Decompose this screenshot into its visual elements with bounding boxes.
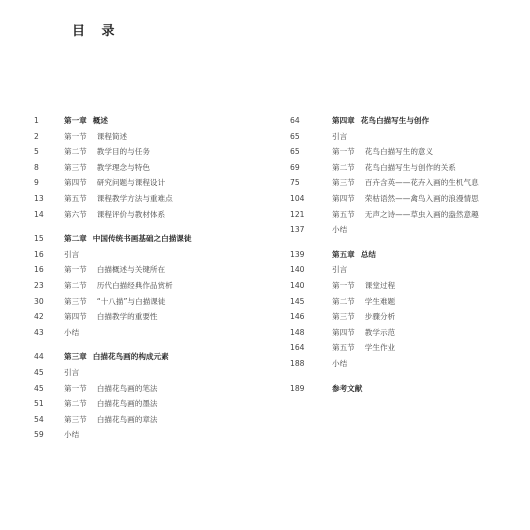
toc-page-number: 16 [34, 265, 44, 275]
toc-page-number: 148 [290, 327, 305, 337]
toc-entry-label: 引言 [64, 249, 80, 259]
toc-entry-label: 第二章 [64, 234, 87, 244]
toc-entry-title: 花鸟白描写生与创作 [360, 116, 430, 125]
toc-entry-label: 第一节 [64, 265, 87, 275]
toc-entry-label: 第四章 [332, 116, 355, 125]
toc-entry-title: 总结 [360, 249, 376, 259]
toc-page-number: 64 [290, 116, 300, 125]
toc-entry[interactable] [28, 144, 268, 160]
toc-entry-title: 白描概述与关键所在 [96, 265, 166, 275]
toc-entry[interactable] [282, 129, 522, 145]
toc-entry-title: 花鸟白描写生的意义 [364, 147, 434, 157]
toc-page-number: 140 [290, 280, 305, 290]
toc-entry-title: 研究问题与课程设计 [96, 178, 166, 188]
toc-entry-label: 第一节 [64, 131, 87, 141]
toc-entry-label: 第四节 [332, 193, 355, 203]
toc-page-number: 42 [34, 312, 44, 322]
toc-entry-label: 小结 [64, 327, 80, 337]
toc-entry-label: 第三章 [64, 352, 87, 362]
toc-page-number: 15 [34, 234, 44, 244]
toc-entry-title: 学生难题 [364, 296, 396, 306]
toc-entry-title: 荣枯语然——禽鸟入画的浪漫情思 [364, 193, 479, 203]
toc-entry-title: 中国传统书画基础之白描课徒 [92, 234, 192, 244]
toc-entry-label: 第三节 [64, 296, 87, 306]
toc-page-number: 59 [34, 430, 44, 440]
toc-page-number: 75 [290, 178, 300, 188]
toc-entry[interactable] [28, 262, 268, 278]
toc-page-number: 137 [290, 225, 305, 235]
toc-entry-label: 第六节 [64, 209, 87, 219]
toc-entry-label: 第一章 [64, 116, 87, 125]
toc-chapter-entry[interactable] [282, 381, 522, 397]
toc-entry[interactable] [28, 396, 268, 412]
toc-entry-title: 白描教学的重要性 [96, 312, 158, 322]
toc-page-number: 30 [34, 296, 44, 306]
toc-entry-label: 第五节 [332, 343, 355, 353]
toc-entry-title: 教学理念与特色 [96, 162, 150, 172]
toc-entry-label: 引言 [332, 265, 348, 275]
toc-entry-label: 参考文献 [332, 383, 363, 393]
toc-entry-title: 课程教学方法与重难点 [96, 193, 173, 203]
toc-entry-label: 第三节 [64, 414, 87, 424]
toc-entry-title: 课堂过程 [364, 280, 396, 290]
toc-entry-label: 第五章 [332, 249, 355, 259]
toc-page-number: 164 [290, 343, 305, 353]
toc-entry-label: 第二节 [64, 147, 87, 157]
toc-entry[interactable] [28, 325, 268, 341]
toc-entry-title: 无声之诗——草虫入画的盎然意趣 [364, 209, 479, 219]
toc-chapter-entry[interactable] [28, 231, 268, 247]
toc-page-number: 146 [290, 312, 305, 322]
toc-page-number: 14 [34, 209, 44, 219]
toc-entry-title: 概述 [92, 116, 108, 125]
toc-entry[interactable] [28, 247, 268, 263]
toc-entry[interactable] [282, 207, 522, 223]
toc-page-number: 23 [34, 280, 44, 290]
toc-entry-label: 第一节 [332, 147, 355, 157]
toc-entry-title: 百卉含英——花卉入画的生机气息 [364, 178, 479, 188]
toc-entry[interactable] [28, 365, 268, 381]
toc-entry-label: 第五节 [64, 193, 87, 203]
toc-entry-label: 第三节 [64, 162, 87, 172]
toc-entry-label: 引言 [64, 367, 80, 377]
toc-entry-label: 第四节 [332, 327, 355, 337]
toc-entry-title: 教学示范 [364, 327, 396, 337]
toc-entry-label: 第四节 [64, 178, 87, 188]
page-title: 目 录 [72, 24, 121, 39]
toc-entry-title: 步骤分析 [364, 312, 396, 322]
toc-entry-title: 课程评价与教材体系 [96, 209, 166, 219]
toc-page-number: 5 [34, 147, 39, 157]
toc-entry[interactable] [282, 294, 522, 310]
toc-page-number: 2 [34, 131, 39, 141]
toc-entry[interactable] [28, 160, 268, 176]
toc-entry[interactable] [28, 294, 268, 310]
toc-entry-label: 小结 [332, 358, 348, 368]
toc-chapter-entry[interactable] [28, 349, 268, 365]
toc-entry-title: 白描花鸟画的笔法 [96, 383, 158, 393]
toc-entry-title: 白描花鸟画的构成元素 [92, 352, 169, 362]
toc-page-number: 45 [34, 383, 44, 393]
toc-page-number: 121 [290, 209, 305, 219]
toc-left-column [28, 113, 268, 443]
toc-entry-label: 第五节 [332, 209, 355, 219]
toc-entry-title: 学生作业 [364, 343, 396, 353]
toc-entry[interactable] [282, 356, 522, 372]
toc-page-number: 43 [34, 327, 44, 337]
toc-page-number: 1 [34, 116, 39, 125]
toc-page-number: 45 [34, 367, 44, 377]
toc-entry-title: “十八描”与白描课徒 [96, 296, 166, 306]
toc-chapter-entry[interactable] [282, 247, 522, 263]
toc-page-number: 145 [290, 296, 305, 306]
toc-entry-title: 白描花鸟画的墨法 [96, 399, 158, 409]
toc-entry[interactable] [28, 207, 268, 223]
toc-entry[interactable] [282, 160, 522, 176]
toc-right-column [282, 113, 522, 396]
toc-chapter-entry[interactable] [282, 113, 522, 129]
toc-entry[interactable] [28, 381, 268, 397]
toc-entry-label: 第四节 [64, 312, 87, 322]
toc-entry[interactable] [282, 262, 522, 278]
toc-entry-title: 花鸟白描写生与创作的关系 [364, 162, 456, 172]
toc-page-number: 51 [34, 399, 44, 409]
toc-entry-label: 引言 [332, 131, 348, 141]
toc-page-number: 188 [290, 358, 305, 368]
toc-entry[interactable] [282, 191, 522, 207]
toc-page-number: 44 [34, 352, 44, 362]
toc-entry-title: 白描花鸟画的章法 [96, 414, 158, 424]
toc-entry[interactable] [282, 222, 522, 238]
toc-entry-label: 第一节 [332, 280, 355, 290]
toc-entry[interactable] [282, 144, 522, 160]
toc-entry-label: 小结 [64, 430, 80, 440]
toc-entry-label: 第二节 [64, 280, 87, 290]
toc-page-number: 139 [290, 249, 305, 259]
toc-page-number: 9 [34, 178, 39, 188]
toc-entry-label: 第三节 [332, 312, 355, 322]
toc-entry[interactable] [282, 175, 522, 191]
toc-page-number: 189 [290, 383, 305, 393]
toc-entry-label: 第二节 [332, 162, 355, 172]
toc-entry-label: 第一节 [64, 383, 87, 393]
toc-entry-label: 小结 [332, 225, 348, 235]
toc-entry[interactable] [282, 309, 522, 325]
toc-entry[interactable] [28, 278, 268, 294]
toc-page-number: 8 [34, 162, 39, 172]
toc-page-number: 54 [34, 414, 44, 424]
toc-page-number: 65 [290, 131, 300, 141]
toc-entry-label: 第二节 [64, 399, 87, 409]
toc-page-number: 13 [34, 193, 44, 203]
toc-entry[interactable] [282, 340, 522, 356]
toc-entry[interactable] [282, 325, 522, 341]
toc-entry-label: 第二节 [332, 296, 355, 306]
toc-entry[interactable] [28, 191, 268, 207]
toc-entry[interactable] [28, 309, 268, 325]
toc-page-number: 16 [34, 249, 44, 259]
toc-entry[interactable] [28, 129, 268, 145]
toc-entry-title: 课程简述 [96, 131, 128, 141]
toc-page-number: 140 [290, 265, 305, 275]
toc-chapter-entry[interactable] [28, 113, 268, 129]
toc-entry[interactable] [28, 427, 268, 443]
toc-entry-title: 历代白描经典作品赏析 [96, 280, 173, 290]
toc-entry-label: 第三节 [332, 178, 355, 188]
toc-entry[interactable] [282, 278, 522, 294]
toc-entry-title: 教学目的与任务 [96, 147, 150, 157]
toc-page-number: 65 [290, 147, 300, 157]
toc-entry[interactable] [28, 412, 268, 428]
toc-page-number: 104 [290, 193, 305, 203]
toc-entry[interactable] [28, 175, 268, 191]
toc-page-number: 69 [290, 162, 300, 172]
